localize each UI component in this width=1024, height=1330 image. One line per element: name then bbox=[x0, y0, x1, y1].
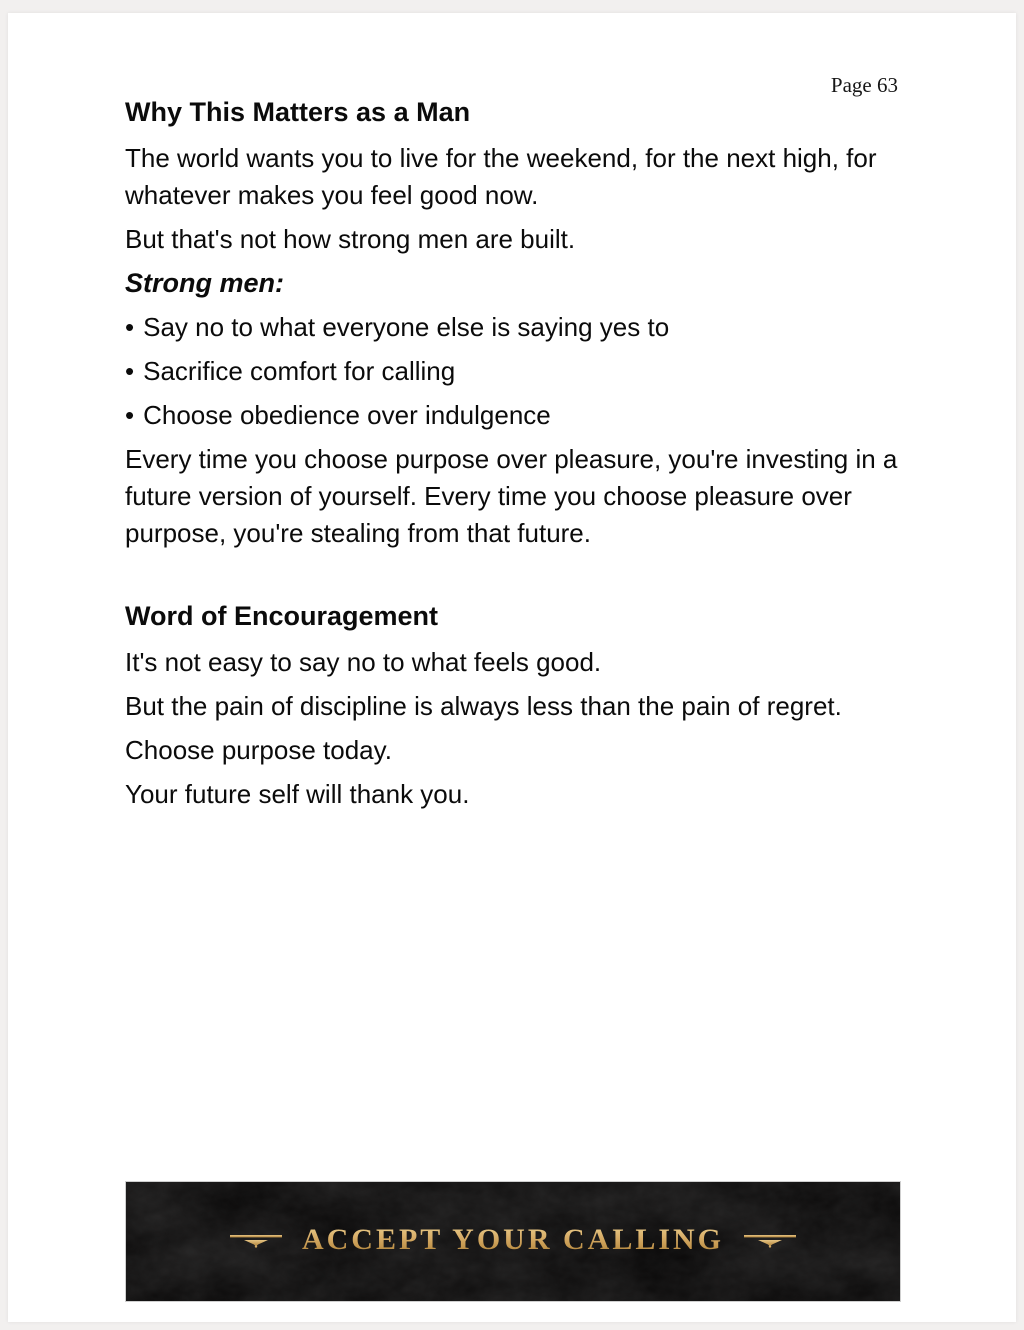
accept-your-calling-banner bbox=[125, 1181, 901, 1302]
paragraph-future-self: Your future self will thank you. bbox=[125, 779, 470, 809]
bullet-glyph: • bbox=[125, 356, 135, 386]
paragraph-not-how-built: But that's not how strong men are built. bbox=[125, 224, 576, 254]
bullet-glyph: • bbox=[125, 400, 135, 430]
section-heading-why-this-matters: Why This Matters as a Man bbox=[125, 97, 471, 127]
paragraph-every-time: Every time you choose purpose over pleasure, you're investing in a future version of yourself. Every time you choose pleasure over purpose, you're stealing from that future. bbox=[125, 444, 898, 548]
bullet-item bbox=[125, 397, 903, 434]
bullet-item bbox=[125, 309, 903, 346]
banner-content bbox=[126, 1182, 900, 1301]
bullet-list bbox=[125, 309, 903, 434]
bullet-text: Sacrifice comfort for calling bbox=[143, 356, 456, 386]
bullet-glyph: • bbox=[125, 312, 135, 342]
document-page bbox=[8, 13, 1016, 1322]
page-content bbox=[125, 96, 903, 820]
paragraph-world-wants: The world wants you to live for the weekend, for the next high, for whatever makes you feel good now. bbox=[125, 143, 877, 210]
paragraph-not-easy: It's not easy to say no to what feels good. bbox=[125, 647, 602, 677]
bullet-item bbox=[125, 353, 903, 390]
bullet-text: Say no to what everyone else is saying yes to bbox=[143, 312, 670, 342]
right-flourish-icon bbox=[744, 1230, 796, 1250]
paragraph-choose-purpose: Choose purpose today. bbox=[125, 735, 392, 765]
bullet-text: Choose obedience over indulgence bbox=[143, 400, 551, 430]
left-flourish-icon bbox=[230, 1230, 282, 1250]
list-intro-strong-men: Strong men: bbox=[125, 268, 284, 298]
banner-title: ACCEPT YOUR CALLING bbox=[301, 1222, 725, 1256]
paragraph-pain-of-discipline: But the pain of discipline is always less than the pain of regret. bbox=[125, 691, 842, 721]
section-heading-word-of-encouragement: Word of Encouragement bbox=[125, 601, 439, 631]
page-number: Page 63 bbox=[830, 73, 898, 97]
